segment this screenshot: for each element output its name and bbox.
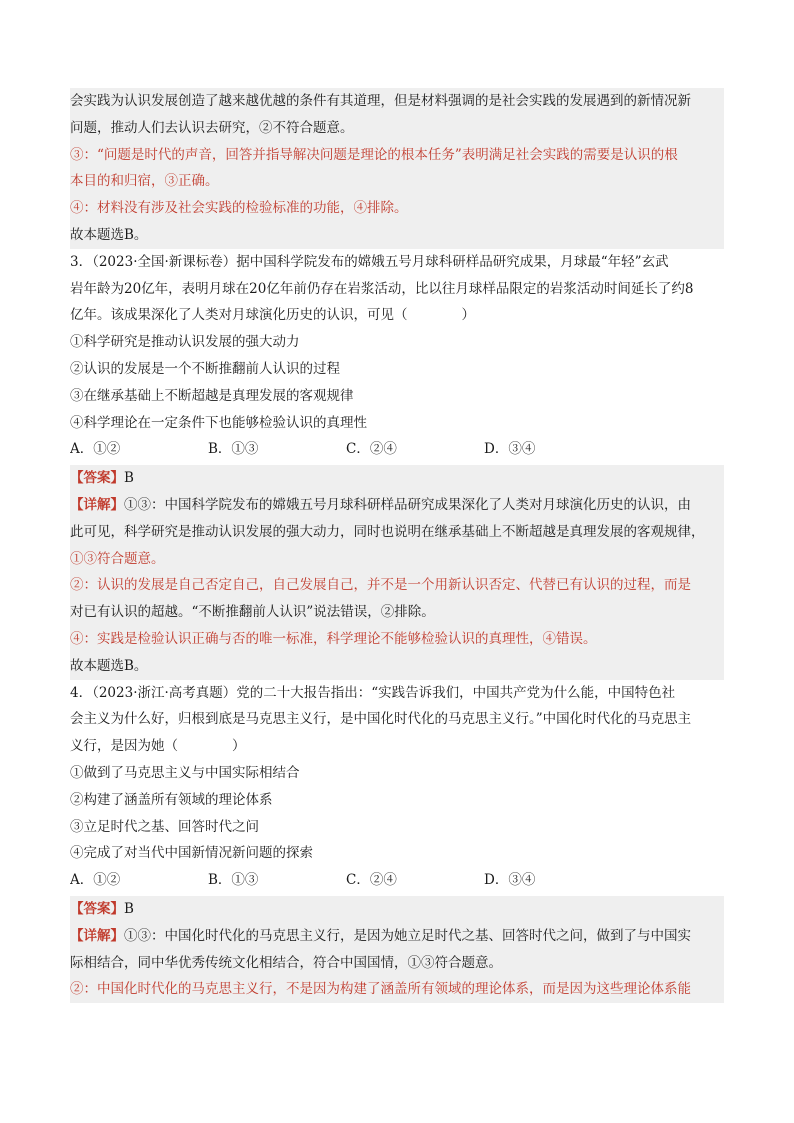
q4-statement: ④完成了对当代中国新情况新问题的探索	[70, 845, 313, 862]
q3-stem-line: 岩年龄为20亿年，表明月球在20亿年前仍存在岩浆活动，比以往月球样品限定的岩浆活动时间延长了约8	[70, 280, 694, 297]
page-content	[70, 88, 724, 1003]
q3-statement: ②认识的发展是一个不断推翻前人认识的过程	[70, 360, 340, 377]
question-3	[70, 249, 724, 680]
q4-stem-line: 4．（2023·浙江·高考真题）党的二十大报告指出：“实践告诉我们，中国共产党为什么能，中国特色社	[70, 684, 676, 701]
q4-option-c: C．②④	[346, 872, 397, 889]
q2-explanation	[70, 88, 724, 249]
q2-conclusion: 故本题选B。	[70, 226, 148, 243]
detail-tag: 【详解】	[70, 927, 124, 944]
q3-stem-line: 亿年。该成果深化了人类对月球演化历史的认识，可见（ ）	[70, 307, 475, 324]
q3-answer	[70, 465, 724, 492]
q3-detail-line: ②：认识的发展是自己否定自己，自己发展自己，并不是一个用新认识否定、代替已有认识的过程，而是	[70, 577, 691, 594]
q3-detail-line: ①③符合题意。	[70, 550, 165, 567]
q4-statement: ②构建了涵盖所有领域的理论体系	[70, 791, 273, 808]
q4-answer	[70, 896, 724, 923]
q2-detail-line: ③：“问题是时代的声音，回答并指导解决问题是理论的根本任务”表明满足社会实践的需要是认识的根	[70, 146, 678, 163]
q3-statement: ①科学研究是推动认识发展的强大动力	[70, 334, 300, 351]
q3-detail-line: 对已有认识的超越。“不断推翻前人认识”说法错误，②排除。	[70, 604, 435, 621]
q3-detail-line	[70, 492, 724, 519]
q2-detail-line: 问题，推动人们去认识去研究，②不符合题意。	[70, 119, 354, 136]
q2-detail-line: 会实践为认识发展创造了越来越优越的条件有其道理，但是材料强调的是社会实践的发展遇到的新情况新	[70, 93, 691, 109]
q3-option-a: A．①②	[70, 441, 121, 458]
q4-detail-line: ②：中国化时代化的马克思主义行，不是因为构建了涵盖所有领域的理论体系，而是因为这些理论体系能	[70, 981, 691, 998]
q3-option-c: C．②④	[346, 441, 397, 458]
detail-tag: 【详解】	[70, 496, 124, 513]
q3-option-b: B．①③	[208, 441, 259, 458]
q3-option-d: D．③④	[484, 441, 536, 458]
q4-answer-block	[70, 896, 724, 1003]
detail-text: ①③：中国科学院发布的嫦娥五号月球科研样品研究成果深化了人类对月球演化历史的认识，由	[124, 496, 691, 513]
answer-tag: 【答案】	[70, 470, 124, 487]
q3-statement: ③在继承基础上不断超越是真理发展的客观规律	[70, 387, 354, 404]
q3-answer-block	[70, 465, 724, 679]
q4-statement: ③立足时代之基、回答时代之问	[70, 818, 259, 835]
answer-value: B	[124, 900, 134, 917]
q4-options	[70, 867, 724, 894]
q4-option-b: B．①③	[208, 872, 259, 889]
q2-detail-line: 本目的和归宿，③正确。	[70, 173, 219, 190]
q3-conclusion: 故本题选B。	[70, 657, 148, 674]
q3-statement: ④科学理论在一定条件下也能够检验认识的真理性	[70, 414, 367, 431]
q3-detail-line: ④：实践是检验认识正确与否的唯一标准，科学理论不能够检验认识的真理性，④错误。	[70, 630, 597, 647]
q4-option-a: A．①②	[70, 872, 121, 889]
answer-value: B	[124, 470, 134, 487]
q4-stem-line: 义行，是因为她（ ）	[70, 738, 246, 755]
q3-detail-line: 此可见，科学研究是推动认识发展的强大动力，同时也说明在继承基础上不断超越是真理发展的客观规律，	[70, 523, 705, 540]
q4-detail-line	[70, 923, 724, 950]
q2-detail-line: ④：材料没有涉及社会实践的检验标准的功能，④排除。	[70, 200, 408, 217]
q4-detail-line: 际相结合，同中华优秀传统文化相结合，符合中国国情，①③符合题意。	[70, 954, 502, 971]
answer-tag: 【答案】	[70, 900, 124, 917]
q4-stem-line: 会主义为什么好，归根到底是马克思主义行，是中国化时代化的马克思主义行。”中国化时代化的马克思主	[70, 711, 692, 728]
q4-option-d: D．③④	[484, 872, 536, 889]
q4-statement: ①做到了马克思主义与中国实际相结合	[70, 764, 300, 781]
q3-stem-line: 3．（2023·全国·新课标卷）据中国科学院发布的嫦娥五号月球科研样品研究成果，月球最“年轻”玄武	[70, 253, 669, 270]
detail-text: ①③：中国化时代化的马克思主义行，是因为她立足时代之基、回答时代之问，做到了与中国实	[124, 927, 691, 944]
question-4	[70, 680, 724, 1004]
q3-options	[70, 436, 724, 463]
